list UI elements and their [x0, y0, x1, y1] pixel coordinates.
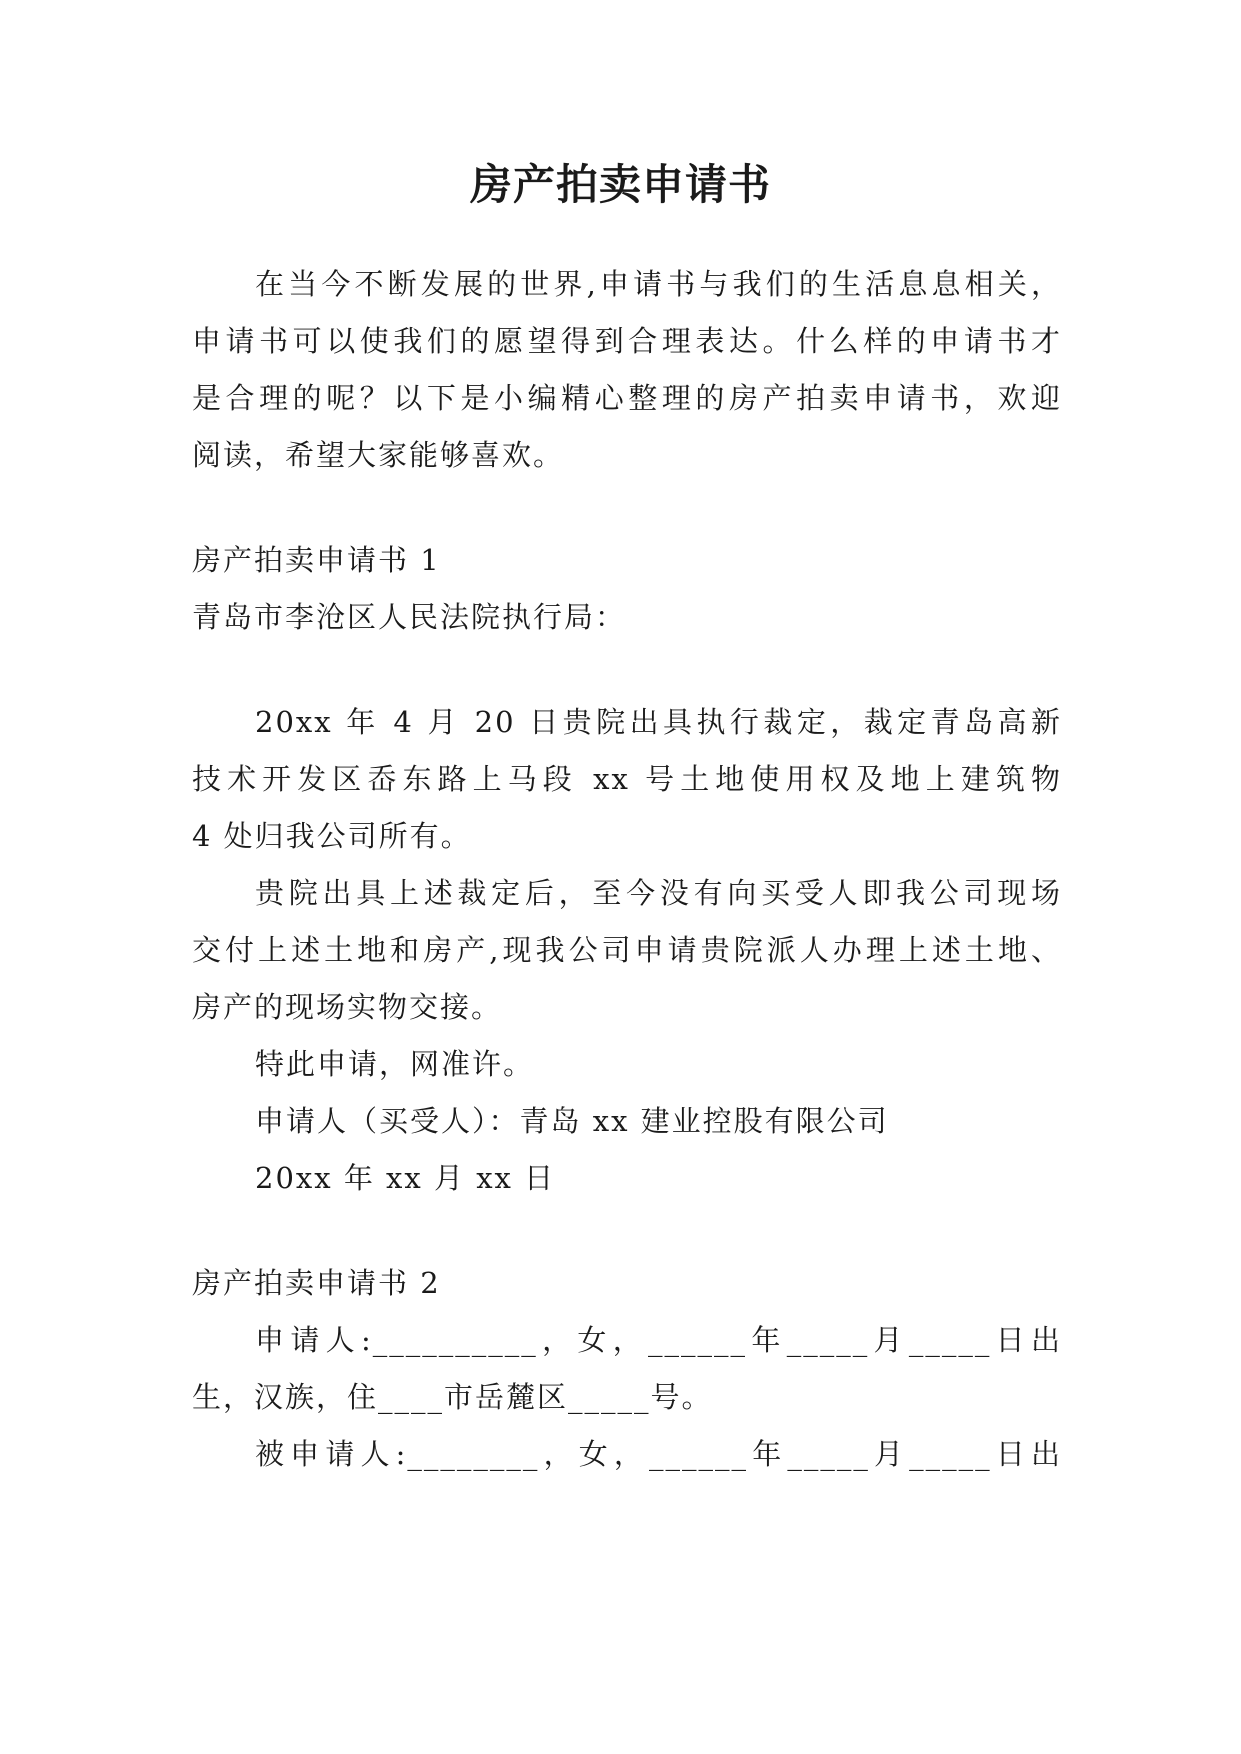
- body-line: 技术开发区岙东路上马段 xx 号土地使用权及地上建筑物: [192, 762, 1062, 796]
- intro-line: 在当今不断发展的世界,申请书与我们的生活息息相关，: [255, 267, 1062, 301]
- addressee: 青岛市李沧区人民法院执行局：: [192, 600, 627, 634]
- body-line: 贵院出具上述裁定后，至今没有向买受人即我公司现场: [255, 876, 1062, 910]
- intro-line: 阅读，希望大家能够喜欢。: [192, 438, 565, 472]
- document-title: 房产拍卖申请书: [469, 160, 771, 209]
- body-line: 生，汉族，住____市岳麓区_____号。: [192, 1380, 713, 1414]
- signature-date: 20xx 年 xx 月 xx 日: [255, 1161, 556, 1195]
- applicant-signature: 申请人（买受人）：青岛 xx 建业控股有限公司: [255, 1104, 889, 1138]
- section-heading: 房产拍卖申请书 1: [192, 543, 441, 577]
- intro-line: 是合理的呢？以下是小编精心整理的房产拍卖申请书，欢迎: [192, 381, 1062, 415]
- body-line: 房产的现场实物交接。: [192, 990, 503, 1024]
- body-line: 申请人:__________，女，______年_____月_____日出: [255, 1323, 1062, 1357]
- section-heading: 房产拍卖申请书 2: [192, 1266, 441, 1300]
- body-line: 交付上述土地和房产,现我公司申请贵院派人办理上述土地、: [192, 933, 1062, 967]
- body-line: 被申请人:________，女，______年_____月_____日出: [255, 1437, 1062, 1471]
- body-line: 20xx 年 4 月 20 日贵院出具执行裁定，裁定青岛高新: [255, 705, 1062, 739]
- intro-line: 申请书可以使我们的愿望得到合理表达。什么样的申请书才: [192, 324, 1062, 358]
- body-line: 4 处归我公司所有。: [192, 819, 472, 853]
- closing-line: 特此申请，网准许。: [255, 1047, 535, 1081]
